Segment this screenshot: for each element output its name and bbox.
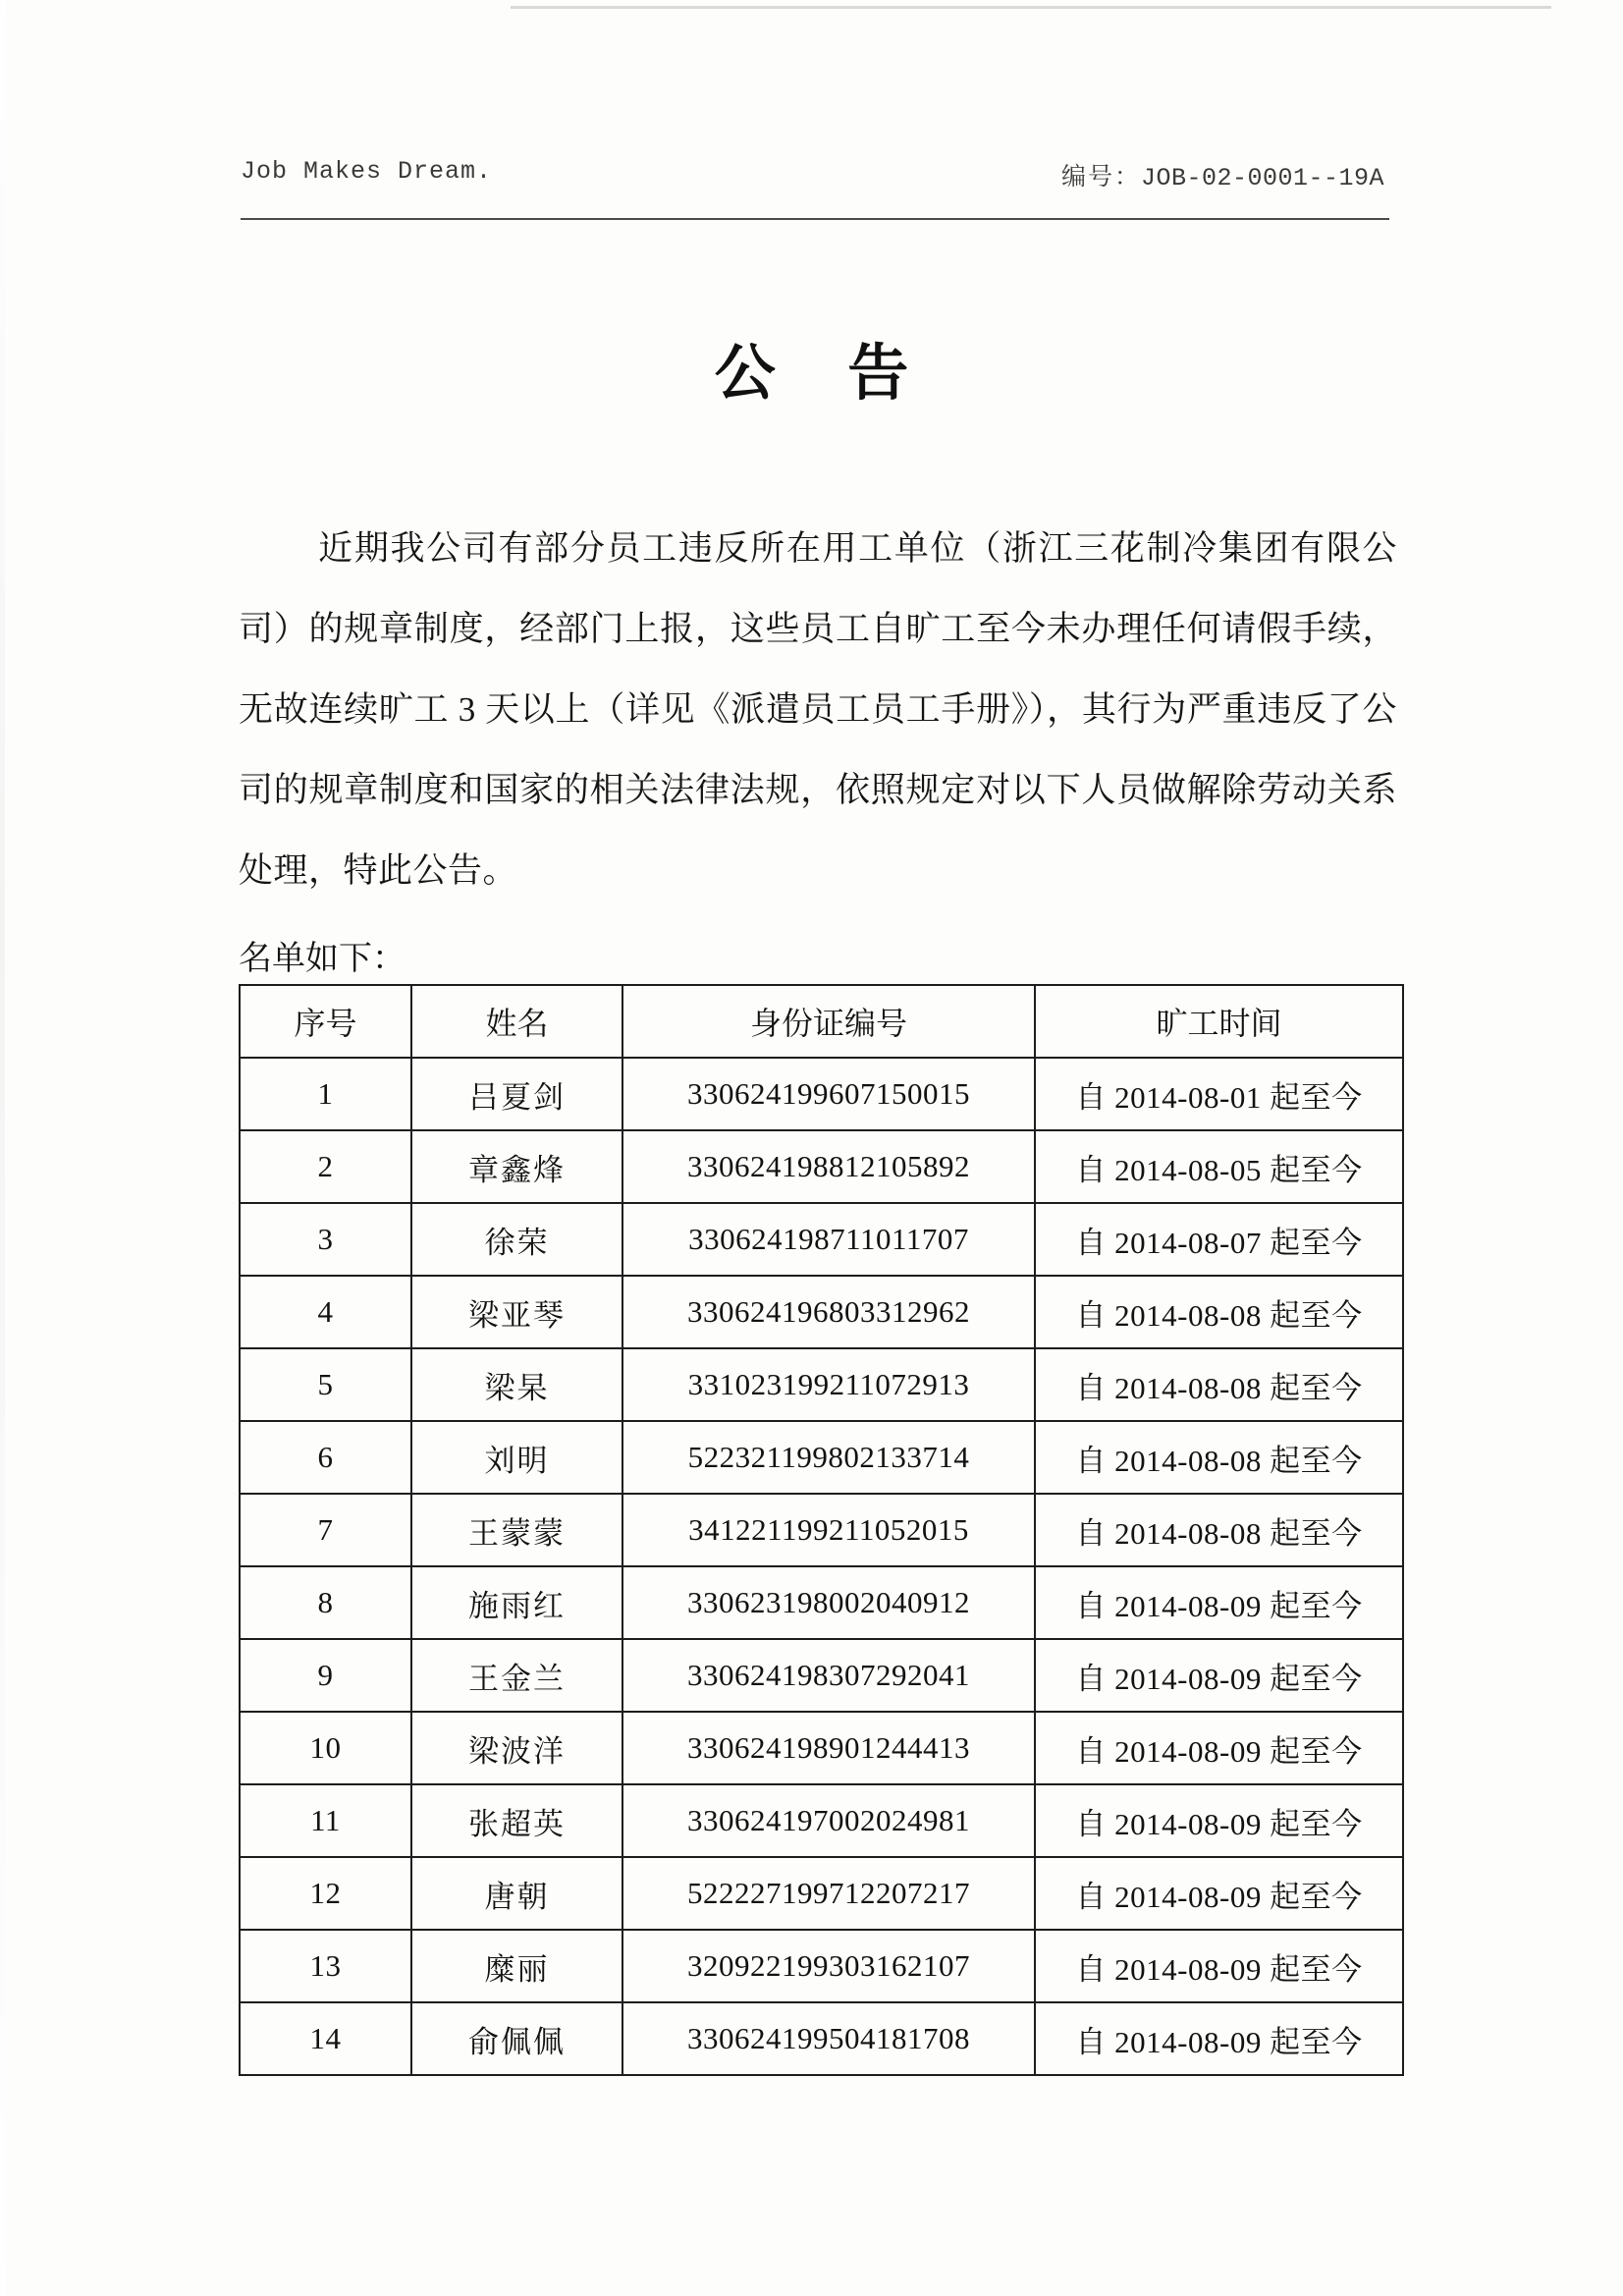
- cell-id: 330624197002024981: [622, 1784, 1035, 1857]
- cell-index: 2: [240, 1130, 411, 1203]
- cell-index: 14: [240, 2002, 411, 2075]
- cell-time: 自 2014-08-09 起至今: [1035, 2002, 1403, 2075]
- name-list-table-wrapper: [239, 984, 1402, 2076]
- table-row: [240, 1421, 1403, 1494]
- cell-time: 自 2014-08-08 起至今: [1035, 1348, 1403, 1421]
- announcement-paragraph: [239, 509, 1397, 911]
- table-row: [240, 1276, 1403, 1348]
- cell-id: 330624199504181708: [622, 2002, 1035, 2075]
- cell-time: 自 2014-08-08 起至今: [1035, 1421, 1403, 1494]
- cell-id: 330624198812105892: [622, 1130, 1035, 1203]
- table-row: [240, 1639, 1403, 1712]
- cell-name: 唐朝: [411, 1857, 622, 1930]
- cell-index: 3: [240, 1203, 411, 1276]
- cell-name: 王蒙蒙: [411, 1494, 622, 1566]
- table-row: [240, 1712, 1403, 1784]
- table-row: [240, 1566, 1403, 1639]
- list-label: 名单如下：: [239, 941, 406, 977]
- scan-artifact-top: [511, 6, 1551, 9]
- table-row: [240, 1348, 1403, 1421]
- cell-time: 自 2014-08-09 起至今: [1035, 1784, 1403, 1857]
- cell-name: 俞佩佩: [411, 2002, 622, 2075]
- cell-name: 施雨红: [411, 1566, 622, 1639]
- page-title: 公 告: [714, 337, 935, 409]
- cell-name: 糜丽: [411, 1930, 622, 2002]
- cell-id: 522321199802133714: [622, 1421, 1035, 1494]
- cell-name: 刘明: [411, 1421, 622, 1494]
- cell-time: 自 2014-08-09 起至今: [1035, 1566, 1403, 1639]
- table-row: [240, 1058, 1403, 1130]
- company-slogan: Job Makes Dream.: [241, 157, 493, 186]
- cell-id: 330624198901244413: [622, 1712, 1035, 1784]
- cell-id: 341221199211052015: [622, 1494, 1035, 1566]
- table-row: [240, 2002, 1403, 2075]
- cell-time: 自 2014-08-01 起至今: [1035, 1058, 1403, 1130]
- column-header-index: 序号: [240, 985, 411, 1058]
- column-header-id: 身份证编号: [622, 985, 1035, 1058]
- name-list-table: [239, 984, 1404, 2076]
- column-header-name: 姓名: [411, 985, 622, 1058]
- cell-name: 张超英: [411, 1784, 622, 1857]
- cell-id: 330624199607150015: [622, 1058, 1035, 1130]
- announcement-paragraph-text: 近期我公司有部分员工违反所在用工单位（浙江三花制冷集团有限公司）的规章制度，经部门上报，这些员工自旷工至今未办理任何请假手续，无故连续旷工 3 天以上（详见《派遣员工员工手册》），其行为严重违反了公司的规章制度和国家的相关法律法规，依照规定对以下人员做解除劳动关系处理，特此公告。: [239, 529, 1397, 890]
- cell-index: 11: [240, 1784, 411, 1857]
- cell-index: 4: [240, 1276, 411, 1348]
- cell-time: 自 2014-08-09 起至今: [1035, 1857, 1403, 1930]
- table-row: [240, 1203, 1403, 1276]
- cell-time: 自 2014-08-07 起至今: [1035, 1203, 1403, 1276]
- cell-name: 章鑫烽: [411, 1130, 622, 1203]
- cell-index: 5: [240, 1348, 411, 1421]
- table-body: [240, 1058, 1403, 2075]
- table-row: [240, 1130, 1403, 1203]
- cell-time: 自 2014-08-09 起至今: [1035, 1639, 1403, 1712]
- cell-time: 自 2014-08-09 起至今: [1035, 1712, 1403, 1784]
- cell-index: 1: [240, 1058, 411, 1130]
- cell-time: 自 2014-08-08 起至今: [1035, 1276, 1403, 1348]
- cell-name: 梁杲: [411, 1348, 622, 1421]
- cell-time: 自 2014-08-09 起至今: [1035, 1930, 1403, 2002]
- cell-id: 330624198307292041: [622, 1639, 1035, 1712]
- document-number: [1061, 157, 1384, 192]
- cell-name: 徐荣: [411, 1203, 622, 1276]
- cell-name: 梁亚琴: [411, 1276, 622, 1348]
- header-divider: [241, 218, 1389, 220]
- cell-name: 梁波洋: [411, 1712, 622, 1784]
- cell-id: 330624196803312962: [622, 1276, 1035, 1348]
- cell-id: 330624198711011707: [622, 1203, 1035, 1276]
- cell-name: 吕夏剑: [411, 1058, 622, 1130]
- document-number-value: JOB-02-0001--19A: [1140, 164, 1384, 192]
- cell-index: 7: [240, 1494, 411, 1566]
- cell-name: 王金兰: [411, 1639, 622, 1712]
- table-header-row: [240, 985, 1403, 1058]
- cell-id: 330623198002040912: [622, 1566, 1035, 1639]
- cell-time: 自 2014-08-05 起至今: [1035, 1130, 1403, 1203]
- table-row: [240, 1784, 1403, 1857]
- table-row: [240, 1857, 1403, 1930]
- document-number-label: 编号：: [1060, 164, 1141, 191]
- cell-id: 522227199712207217: [622, 1857, 1035, 1930]
- cell-index: 9: [240, 1639, 411, 1712]
- cell-id: 320922199303162107: [622, 1930, 1035, 2002]
- cell-index: 8: [240, 1566, 411, 1639]
- table-row: [240, 1494, 1403, 1566]
- cell-index: 12: [240, 1857, 411, 1930]
- column-header-time: 旷工时间: [1035, 985, 1403, 1058]
- cell-time: 自 2014-08-08 起至今: [1035, 1494, 1403, 1566]
- cell-id: 331023199211072913: [622, 1348, 1035, 1421]
- cell-index: 13: [240, 1930, 411, 2002]
- table-row: [240, 1930, 1403, 2002]
- cell-index: 6: [240, 1421, 411, 1494]
- document-header: [241, 157, 1384, 216]
- cell-index: 10: [240, 1712, 411, 1784]
